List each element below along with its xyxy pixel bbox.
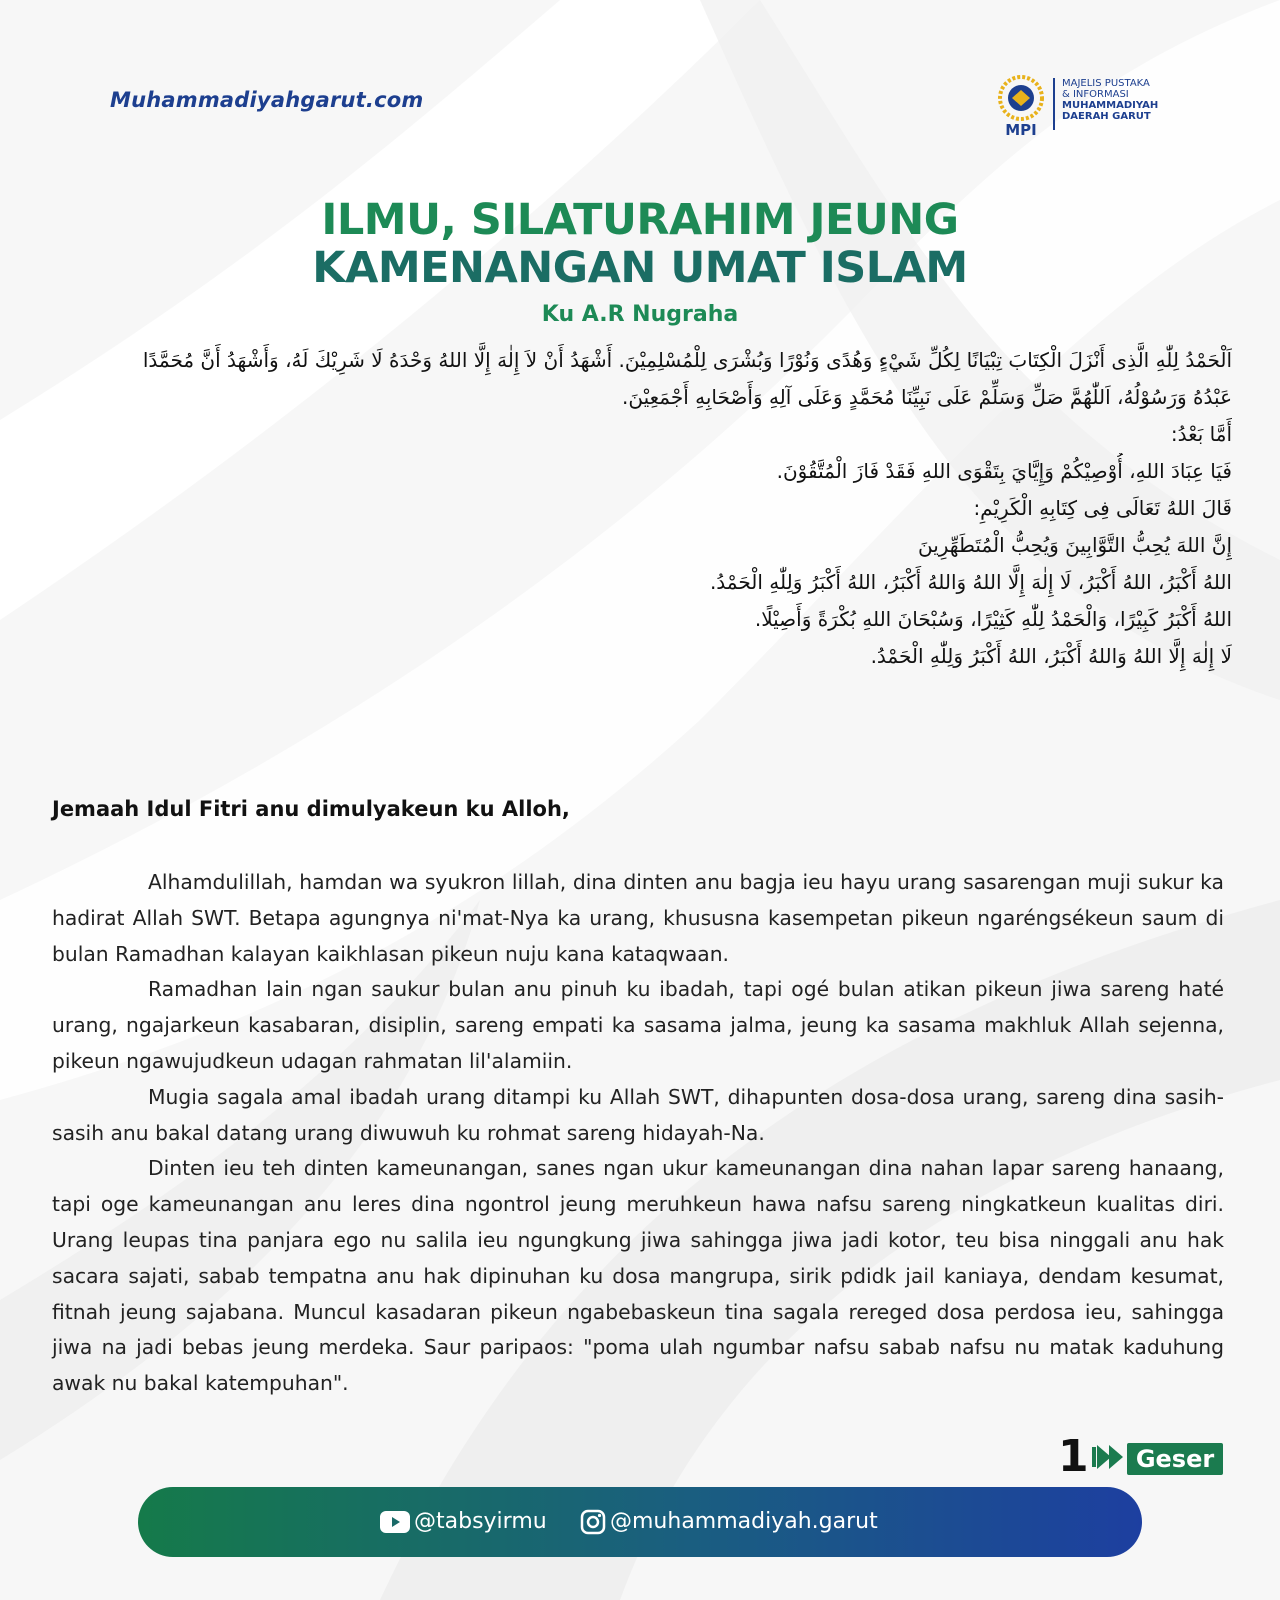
arabic-line: لَا إِلٰهَ إِلَّا اللهُ وَاللهُ أَكْبَرُ، اللهُ أَكْبَرُ وَلِلّٰهِ الْحَمْدُ. [870,644,1232,668]
youtube-icon [380,1511,410,1533]
brand-line-4: DAERAH GARUT [1062,111,1151,122]
page-number: 1 [1058,1431,1089,1482]
mpi-logo-icon [990,72,1052,138]
brand-text [1062,78,1158,122]
arabic-line: اللهُ أَكْبَرُ كَبِيْرًا، وَالْحَمْدُ لِلّٰهِ كَثِيْرًا، وَسُبْحَانَ اللهِ بُكْرَةً وَأَصِيْلًا. [754,607,1232,631]
title-line-2: KAMENANGAN UMAT ISLAM [312,243,968,293]
brand-separator [1053,78,1055,130]
next-arrows-icon[interactable] [1092,1443,1126,1471]
title-line-1: ILMU, SILATURAHIM JEUNG [321,195,959,245]
paragraph: Mugia sagala amal ibadah urang ditampi ku Allah SWT, dihapunten dosa-dosa urang, sareng dina sasih-sasih anu bakal datang urang diwuwuh ku rohmat sareng hidayah-Na. [52,1084,1224,1145]
site-url-link[interactable]: Muhammadiyahgarut.com [110,88,424,112]
brand-line-3: MUHAMMADIYAH [1062,100,1159,111]
page-title [0,196,1280,292]
arabic-line: قَالَ اللهُ تَعَالَى فِى كِتَابِهِ الْكَرِيْمِ: [973,496,1232,520]
svg-text:MPI: MPI [1005,121,1037,138]
paragraph: Dinten ieu teh dinten kameunangan, sanes ngan ukur kameunangan dina nahan lapar sareng hanaang, tapi oge kameunangan anu leres dina ngontrol jeung meruhkeun hawa nafsu sareng ningkatkeun kualitas diri. Urang leupas tina panjara ego nu salila ieu ngungkung jiwa sahingga jiwa jadi kotor, teu bisa ninggali anu hak sacara sajati, sabab tempatna anu hak dipinuhan ku dosa mangrupa, sirik pdidk jail kaniaya, dendam kesumat, fitnah jeung sajabana. Muncul kasadaran pikeun ngabebaskeun tina sagala rereged dosa perdosa ieu, sahingga jiwa na jadi bebas jeung merdeka. Saur paripaos: "poma ulah ngumbar nafsu sabab nafsu nu matak kaduhung awak nu bakal katempuhan". [52,1156,1224,1396]
author: Ku A.R Nugraha [541,302,739,327]
arabic-line: أَمَّا بَعْدُ: [1170,422,1232,446]
brand-line-2: & INFORMASI [1062,89,1129,100]
brand-line-1: MAJELIS PUSTAKA [1062,78,1150,89]
arabic-line: عَبْدُهُ وَرَسُوْلُهُ، اَللّٰهُمَّ صَلِّ وَسَلِّمْ عَلَى نَبِيِّنَا مُحَمَّدٍ وَعَلَى آلِهِ وَأَصْحَابِهِ أَجْمَعِيْنَ. [622,385,1232,409]
instagram-link[interactable] [580,1507,878,1537]
footer-social-bar [138,1487,1142,1557]
paragraph: Ramadhan lain ngan saukur bulan anu pinuh ku ibadah, tapi ogé bulan atikan pikeun jiwa sareng haté urang, ngajarkeun kasabaran, disiplin, sareng empati ka sasama jalma, jeung ka sasama makhluk Allah sejenna, pikeun ngawujudkeun udagan rahmatan lil'alamiin. [52,977,1224,1073]
youtube-link[interactable] [380,1507,547,1537]
sermon-body [52,865,1224,1402]
instagram-icon [580,1509,606,1535]
next-slide-button[interactable]: Geser [1127,1443,1223,1475]
paragraph: Alhamdulillah, hamdan wa syukron lillah, dina dinten anu bagja ieu hayu urang sasarengan muji sukur ka hadirat Allah SWT. Betapa agungnya ni'mat-Nya ka urang, khususna kasempetan pikeun ngaréngsékeun saum di bulan Ramadhan kalayan kaikhlasan pikeun nuju kana kataqwaan. [52,870,1224,966]
youtube-handle: @tabsyirmu [414,1509,547,1534]
arabic-opening [52,342,1232,675]
arabic-line: اَلْحَمْدُ لِلّٰهِ الَّذِى أَنْزَلَ الْكِتَابَ تِبْيَانًا لِكُلِّ شَيْءٍ وَهُدًى وَنُوْرًا وَبُشْرَى لِلْمُسْلِمِيْنَ. أَشْهَدُ أَنْ لاَ إِلٰهَ إِلَّا اللهُ وَحْدَهُ لَا شَرِيْكَ لَهُ، وَأَشْهَدُ أَنَّ مُحَمَّدًا [142,348,1232,372]
mpi-brand [990,72,1210,138]
greeting: Jemaah Idul Fitri anu dimulyakeun ku Alloh, [52,797,570,821]
arabic-line: إِنَّ اللهَ يُحِبُّ التَّوَّابِينَ وَيُحِبُّ الْمُتَطَهِّرِينَ [917,533,1232,557]
arabic-line: اللهُ أَكْبَرُ، اللهُ أَكْبَرُ، لَا إِلٰهَ إِلَّا اللهُ وَاللهُ أَكْبَرُ، اللهُ أَكْبَرُ وَلِلّٰهِ الْحَمْدُ. [709,570,1232,594]
instagram-handle: @muhammadiyah.garut [610,1509,878,1534]
arabic-line: فَيَا عِبَادَ اللهِ، أُوْصِيْكُمْ وَإِيَّايَ بِتَقْوَى اللهِ فَقَدْ فَازَ الْمُتَّقُوْنَ. [776,459,1232,483]
